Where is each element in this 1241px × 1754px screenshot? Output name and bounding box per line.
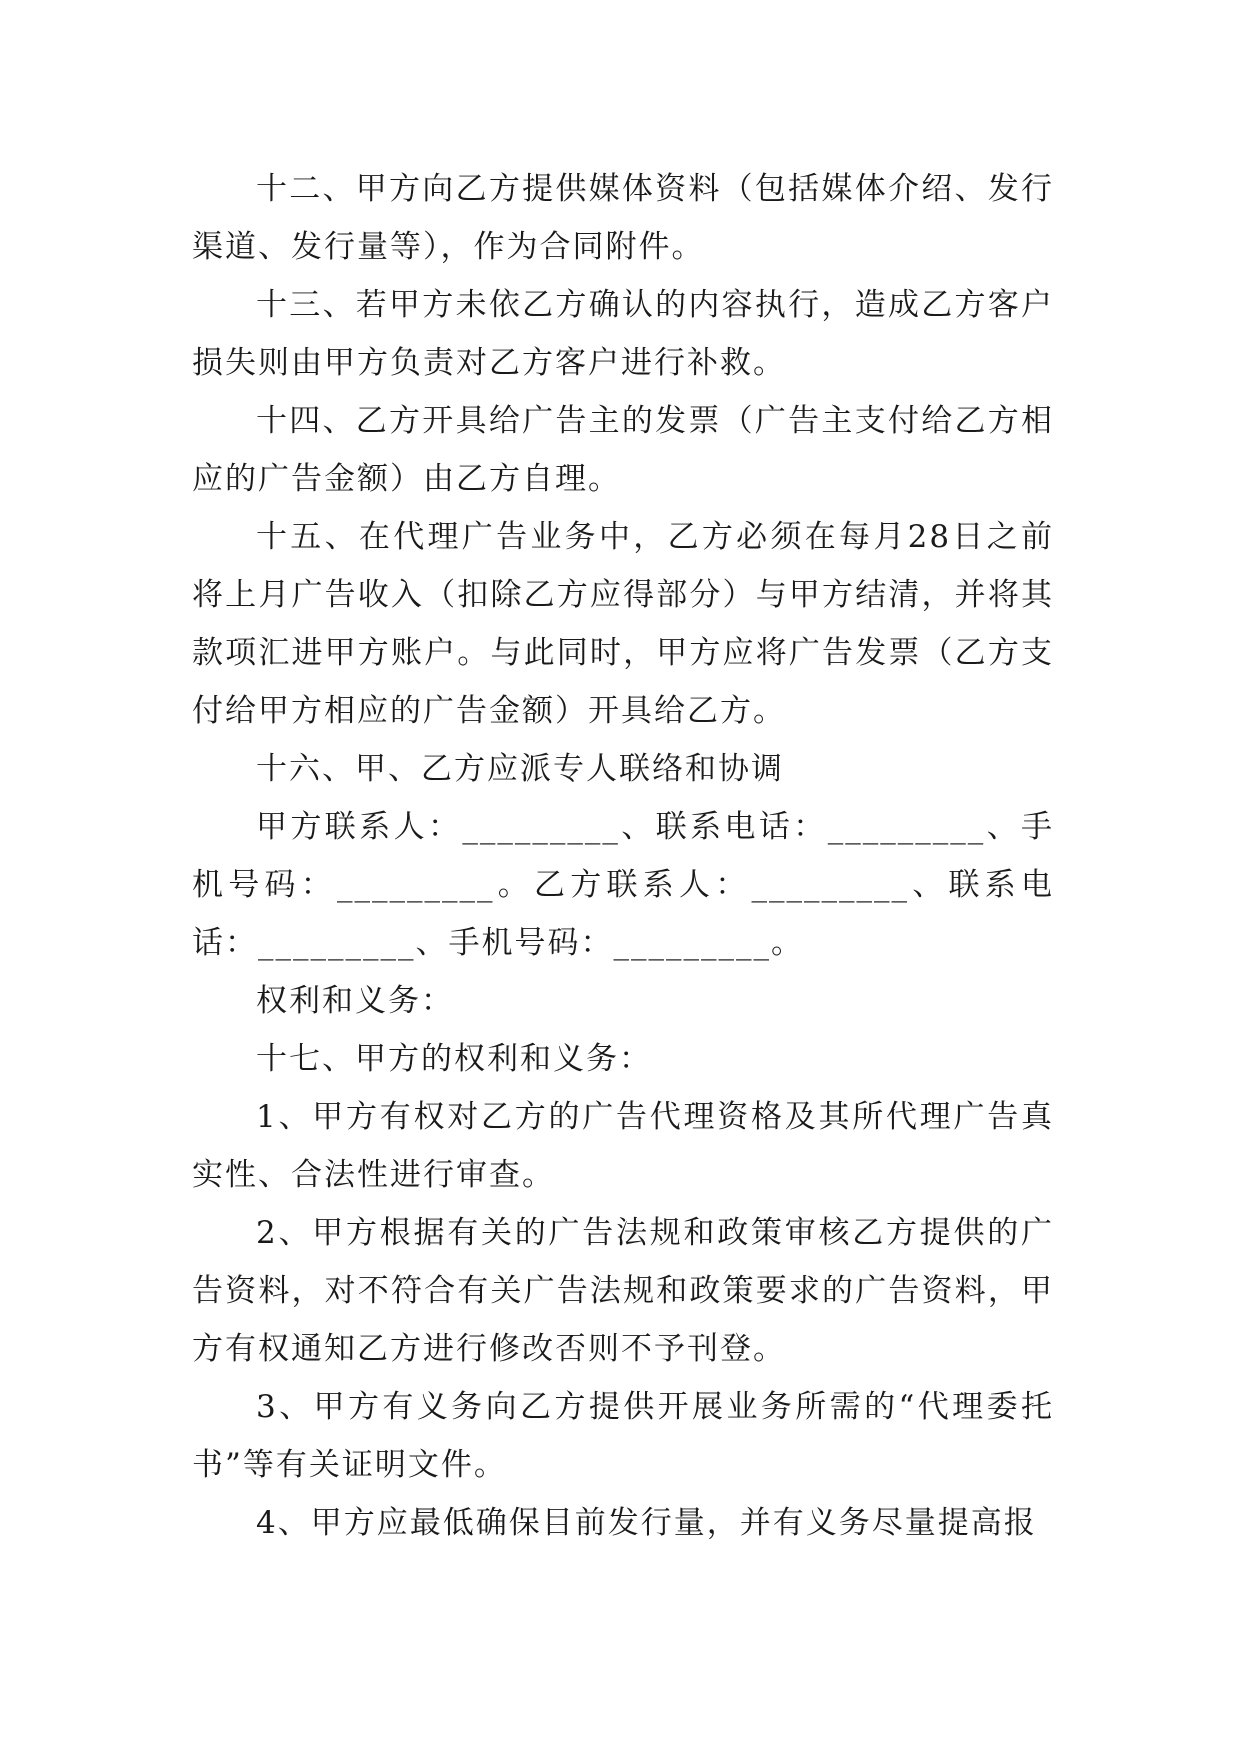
clause-17-item-2: 2、甲方根据有关的广告法规和政策审核乙方提供的广告资料，对不符合有关广告法规和政策要求的广告资料，甲方有权通知乙方进行修改否则不予刊登。	[192, 1215, 1054, 1367]
clause-14: 十四、乙方开具给广告主的发票（广告主支付给乙方相应的广告金额）由乙方自理。	[192, 403, 1054, 497]
document-page	[192, 160, 1054, 1552]
clause-15: 十五、在代理广告业务中，乙方必须在每月28日之前将上月广告收入（扣除乙方应得部分）与甲方结清，并将其款项汇进甲方账户。与此同时，甲方应将广告发票（乙方支付给甲方相应的广告金额）开具给乙方。	[192, 519, 1054, 729]
rights-heading: 权利和义务：	[256, 983, 454, 1019]
clause-13: 十三、若甲方未依乙方确认的内容执行，造成乙方客户损失则由甲方负责对乙方客户进行补救。	[192, 287, 1054, 381]
clause-17: 十七、甲方的权利和义务：	[256, 1041, 652, 1077]
clause-16: 十六、甲、乙方应派专人联络和协调	[256, 751, 784, 787]
clause-17-item-3: 3、甲方有义务向乙方提供开展业务所需的“代理委托书”等有关证明文件。	[192, 1389, 1054, 1483]
contact-info: 甲方联系人：_________、联系电话：_________、手机号码：_________。乙方联系人：_________、联系电话：_________、手机号码：_________。	[192, 809, 1054, 961]
clause-17-item-1: 1、甲方有权对乙方的广告代理资格及其所代理广告真实性、合法性进行审查。	[192, 1099, 1054, 1193]
clause-17-item-4: 4、甲方应最低确保目前发行量，并有义务尽量提高报	[256, 1505, 1037, 1541]
clause-12: 十二、甲方向乙方提供媒体资料（包括媒体介绍、发行渠道、发行量等），作为合同附件。	[192, 171, 1054, 265]
